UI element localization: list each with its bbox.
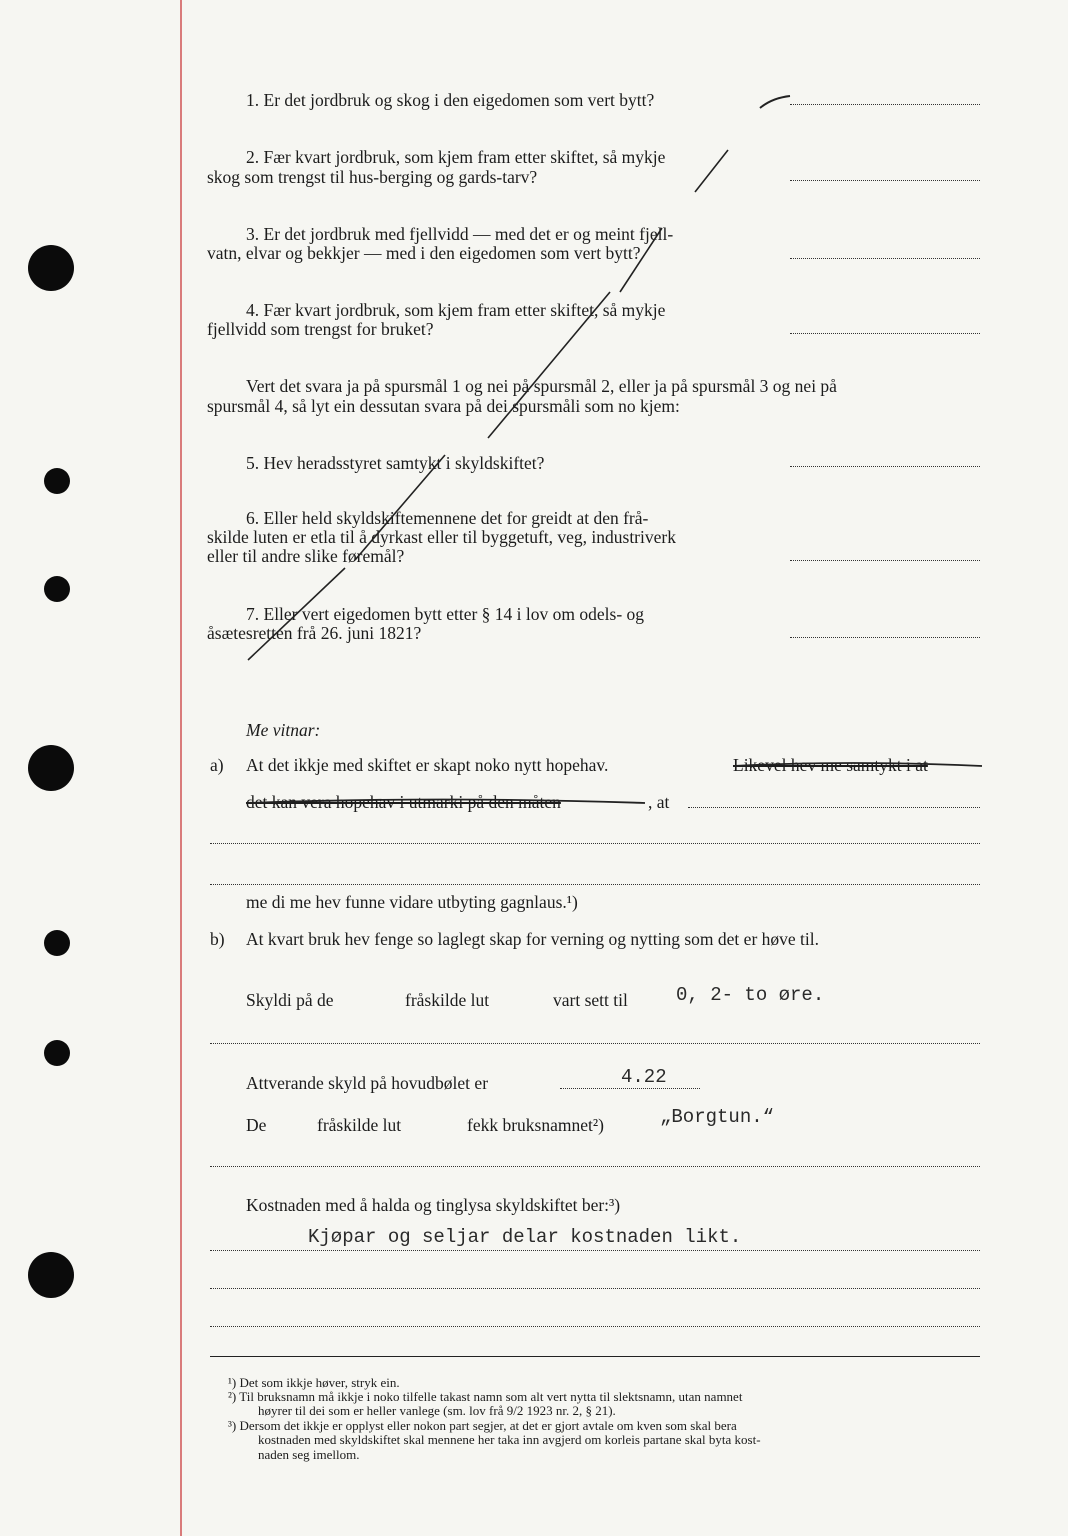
- footnote-1: ¹) Det som ikkje høver, stryk ein.: [228, 1375, 400, 1390]
- pen-diagonal-stroke: [355, 455, 445, 560]
- witness-a-struck-1: Likevel hev me samtykt i at: [733, 755, 928, 775]
- kostnad-value: Kjøpar og seljar delar kostnaden likt.: [308, 1226, 742, 1248]
- witness-a-line-2-tail: , at: [648, 792, 670, 812]
- instruction-line-1: Vert det svara ja på spursmål 1 og nei på spursmål 2, eller ja på spursmål 3 og nei på: [246, 376, 837, 396]
- witness-a-line-1: At det ikkje med skiftet er skapt noko nytt hopehav.: [246, 755, 609, 775]
- footnote-3-line-2: kostnaden med skyldskiftet skal mennene her taka inn avgjerd om korleis partane skal byta kost-: [258, 1432, 761, 1447]
- question-1: 1. Er det jordbruk og skog i den eigedomen som vert bytt?: [246, 90, 655, 110]
- question-6-line-2: skilde luten er etla til å dyrkast eller til byggetuft, veg, industriverk: [207, 527, 676, 547]
- footnote-3-line-3: naden seg imellom.: [258, 1447, 360, 1462]
- question-2-line-1: 2. Fær kvart jordbruk, som kjem fram etter skiftet, så mykje: [246, 147, 666, 167]
- pen-check-mark: [760, 96, 790, 108]
- kostnad-label: Kostnaden med å halda og tinglysa skyldskiftet ber:³): [246, 1195, 621, 1215]
- brukname-label-2: fråskilde lut: [317, 1115, 402, 1135]
- pen-strike-line: [246, 800, 645, 804]
- brukname-value: „Borgtun.“: [660, 1106, 775, 1128]
- question-7-line-1: 7. Eller vert eigedomen bytt etter § 14 i lov om odels- og: [246, 604, 645, 624]
- footnote-2-line-2: høyrer til dei som er heller vanlege (sm. lov frå 9/2 1923 nr. 2, § 21).: [258, 1403, 616, 1418]
- witness-b-line: At kvart bruk hev fenge so laglegt skap for verning og nytting som det er høve til.: [246, 929, 819, 949]
- question-6-line-3: eller til andre slike føremål?: [207, 546, 405, 566]
- pen-diagonal-stroke: [695, 150, 728, 192]
- brukname-label-1: De: [246, 1115, 267, 1135]
- pen-diagonal-stroke: [488, 292, 610, 438]
- skyld-label-2: fråskilde lut: [405, 990, 490, 1010]
- question-4-line-1: 4. Fær kvart jordbruk, som kjem fram etter skiftet, så mykje: [246, 300, 666, 320]
- skyld-value: 0, 2- to øre.: [676, 984, 825, 1006]
- witness-heading: Me vitnar:: [246, 720, 321, 740]
- question-3-line-1: 3. Er det jordbruk med fjellvidd — med det er og meint fjell-: [246, 224, 674, 244]
- question-6-line-1: 6. Eller held skyldskiftemennene det for greidt at den frå-: [246, 508, 649, 528]
- pen-diagonal-stroke: [620, 228, 662, 292]
- witness-a-conclusion: me di me hev funne vidare utbyting gagnlaus.¹): [246, 892, 578, 912]
- witness-a-struck-2: det kan vera hopehav i utmarki på den måten: [246, 792, 561, 812]
- brukname-label-3: fekk bruksnamnet²): [467, 1115, 604, 1135]
- pen-strike-line: [733, 763, 982, 766]
- question-5: 5. Hev heradsstyret samtykt i skyldskiftet?: [246, 453, 545, 473]
- question-2-line-2: skog som trengst til hus-berging og gards-tarv?: [207, 167, 538, 187]
- attverande-value: 4.22: [621, 1066, 667, 1088]
- question-7-line-2: åsætesretten frå 26. juni 1821?: [207, 623, 422, 643]
- witness-b-label: b): [210, 929, 225, 949]
- attverande-label: Attverande skyld på hovudbølet er: [246, 1073, 489, 1093]
- witness-a-label: a): [210, 755, 224, 775]
- question-4-line-2: fjellvidd som trengst for bruket?: [207, 319, 434, 339]
- footnote-3-line-1: ³) Dersom det ikkje er opplyst eller nokon part segjer, at det er gjort avtale om kven som skal bera: [228, 1418, 737, 1433]
- question-3-line-2: vatn, elvar og bekkjer — med i den eigedomen som vert bytt?: [207, 243, 641, 263]
- instruction-line-2: spursmål 4, så lyt ein dessutan svara på dei spursmåli som no kjem:: [207, 396, 680, 416]
- skyld-label-3: vart sett til: [553, 990, 628, 1010]
- footnote-2-line-1: ²) Til bruksnamn må ikkje i noko tilfelle takast namn som alt vert nytta til slektsnamn, utan namnet: [228, 1389, 743, 1404]
- pen-diagonal-stroke: [248, 568, 345, 660]
- skyld-label-1: Skyldi på de: [246, 990, 334, 1010]
